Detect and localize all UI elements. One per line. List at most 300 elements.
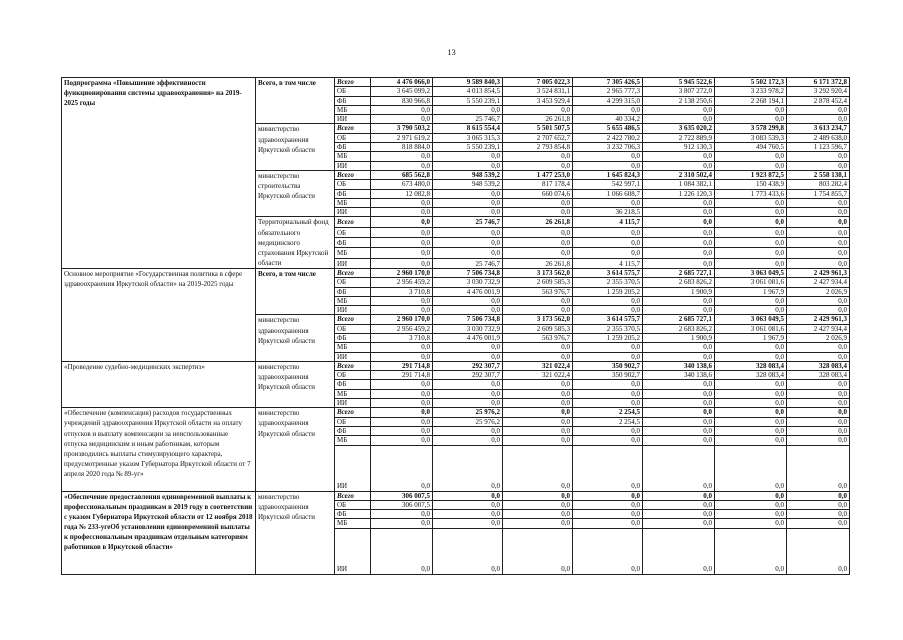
program-name: «Обеспечение предоставления единовременной выплаты к профессиональным праздникам в 2019 году в соответствии с указом Губернатора Иркутской области от 12 ноября 2018 года № 233-угеОб установлении единовременной выплаты к профессиональным праздникам отдельным категориям работников в Иркутской области» bbox=[62, 491, 256, 574]
amount-cell: 0,0 bbox=[787, 380, 850, 389]
funding-source: ОБ bbox=[335, 133, 371, 142]
amount-cell: 7 005 022,3 bbox=[503, 78, 573, 87]
amount-cell: 0,0 bbox=[643, 238, 715, 248]
amount-cell: 0,0 bbox=[371, 198, 433, 207]
executor-name: министерство здравоохранения Иркутской области bbox=[256, 361, 335, 407]
amount-cell: 328 083,4 bbox=[715, 361, 787, 370]
amount-cell: 0,0 bbox=[715, 198, 787, 207]
amount-cell: 0,0 bbox=[715, 343, 787, 352]
amount-cell: 6 171 372,8 bbox=[787, 78, 850, 87]
amount-cell: 0,0 bbox=[503, 408, 573, 417]
amount-cell: 0,0 bbox=[715, 306, 787, 315]
amount-cell: 0,0 bbox=[643, 399, 715, 408]
amount-cell: 0,0 bbox=[643, 389, 715, 398]
amount-cell: 1 084 382,1 bbox=[643, 180, 715, 189]
amount-cell: 5 502 172,3 bbox=[715, 78, 787, 87]
amount-cell: 8 615 554,4 bbox=[433, 124, 503, 133]
amount-cell: 803 282,4 bbox=[787, 180, 850, 189]
amount-cell: 2 026,9 bbox=[787, 334, 850, 343]
amount-cell: 1 967,9 bbox=[715, 287, 787, 296]
amount-cell: 2 609 585,3 bbox=[503, 278, 573, 287]
amount-cell: 26 261,8 bbox=[503, 115, 573, 124]
amount-cell: 3 065 315,3 bbox=[433, 133, 503, 142]
funding-source: ФБ bbox=[335, 334, 371, 343]
amount-cell: 0,0 bbox=[371, 343, 433, 352]
amount-cell: 0,0 bbox=[787, 248, 850, 258]
amount-cell: 5 501 507,5 bbox=[503, 124, 573, 133]
amount-cell: 0,0 bbox=[715, 399, 787, 408]
amount-cell: 1 259 205,2 bbox=[573, 334, 643, 343]
amount-cell: 291 714,8 bbox=[371, 361, 433, 370]
amount-cell: 0,0 bbox=[715, 296, 787, 305]
amount-cell: 0,0 bbox=[371, 445, 433, 491]
amount-cell: 36 218,5 bbox=[573, 208, 643, 217]
amount-cell: 292 307,7 bbox=[433, 361, 503, 370]
funding-source: ФБ bbox=[335, 189, 371, 198]
amount-cell: 830 966,8 bbox=[371, 96, 433, 105]
amount-cell: 0,0 bbox=[643, 105, 715, 114]
amount-cell: 5 945 522,6 bbox=[643, 78, 715, 87]
amount-cell: 0,0 bbox=[503, 238, 573, 248]
amount-cell: 0,0 bbox=[715, 408, 787, 417]
funding-source: ОБ bbox=[335, 278, 371, 287]
amount-cell: 2 254,5 bbox=[573, 408, 643, 417]
amount-cell: 0,0 bbox=[573, 491, 643, 500]
funding-source: МБ bbox=[335, 105, 371, 114]
amount-cell: 9 589 840,3 bbox=[433, 78, 503, 87]
amount-cell: 0,0 bbox=[371, 238, 433, 248]
amount-cell: 0,0 bbox=[433, 426, 503, 435]
amount-cell: 5 550 239,1 bbox=[433, 96, 503, 105]
amount-cell: 2 956 459,2 bbox=[371, 278, 433, 287]
amount-cell: 0,0 bbox=[715, 445, 787, 491]
amount-cell: 3 614 575,7 bbox=[573, 268, 643, 277]
amount-cell: 1 477 253,0 bbox=[503, 170, 573, 179]
amount-cell: 0,0 bbox=[503, 352, 573, 361]
amount-cell: 0,0 bbox=[503, 528, 573, 574]
amount-cell: 0,0 bbox=[787, 436, 850, 445]
amount-cell: 3 614 575,7 bbox=[573, 315, 643, 324]
amount-cell: 0,0 bbox=[643, 198, 715, 207]
funding-source: ИИ bbox=[335, 258, 371, 268]
amount-cell: 0,0 bbox=[643, 426, 715, 435]
amount-cell: 0,0 bbox=[715, 417, 787, 426]
amount-cell: 0,0 bbox=[371, 519, 433, 528]
amount-cell: 0,0 bbox=[643, 436, 715, 445]
amount-cell: 0,0 bbox=[433, 248, 503, 258]
funding-source: МБ bbox=[335, 198, 371, 207]
amount-cell: 0,0 bbox=[643, 417, 715, 426]
amount-cell: 0,0 bbox=[643, 510, 715, 519]
amount-cell: 0,0 bbox=[715, 208, 787, 217]
amount-cell: 0,0 bbox=[715, 519, 787, 528]
funding-source: ИИ bbox=[335, 208, 371, 217]
amount-cell: 0,0 bbox=[715, 510, 787, 519]
executor-name: министерство здравоохранения Иркутской области bbox=[256, 408, 335, 491]
amount-cell: 0,0 bbox=[503, 417, 573, 426]
table-row bbox=[62, 78, 850, 87]
amount-cell: 2 685 727,1 bbox=[643, 268, 715, 277]
amount-cell: 0,0 bbox=[643, 227, 715, 237]
funding-source: МБ bbox=[335, 519, 371, 528]
funding-source: ОБ bbox=[335, 180, 371, 189]
amount-cell: 0,0 bbox=[715, 528, 787, 574]
amount-cell: 817 178,4 bbox=[503, 180, 573, 189]
amount-cell: 3 173 562,0 bbox=[503, 315, 573, 324]
funding-source: МБ bbox=[335, 152, 371, 161]
amount-cell: 0,0 bbox=[503, 152, 573, 161]
amount-cell: 2 355 370,5 bbox=[573, 324, 643, 333]
amount-cell: 0,0 bbox=[643, 152, 715, 161]
amount-cell: 3 233 978,2 bbox=[715, 87, 787, 96]
amount-cell: 0,0 bbox=[643, 115, 715, 124]
amount-cell: 0,0 bbox=[643, 519, 715, 528]
amount-cell: 0,0 bbox=[643, 352, 715, 361]
amount-cell: 4 476 066,0 bbox=[371, 78, 433, 87]
amount-cell: 3 173 562,0 bbox=[503, 268, 573, 277]
amount-cell: 0,0 bbox=[371, 115, 433, 124]
amount-cell: 0,0 bbox=[715, 248, 787, 258]
amount-cell: 25 746,7 bbox=[433, 258, 503, 268]
funding-source: ОБ bbox=[335, 324, 371, 333]
amount-cell: 0,0 bbox=[573, 296, 643, 305]
amount-cell: 0,0 bbox=[787, 343, 850, 352]
amount-cell: 0,0 bbox=[503, 343, 573, 352]
funding-source: МБ bbox=[335, 248, 371, 258]
funding-source: ИИ bbox=[335, 399, 371, 408]
amount-cell: 0,0 bbox=[433, 528, 503, 574]
amount-cell: 0,0 bbox=[433, 352, 503, 361]
amount-cell: 2 427 934,4 bbox=[787, 324, 850, 333]
amount-cell: 542 997,1 bbox=[573, 180, 643, 189]
funding-source: Всего bbox=[335, 217, 371, 227]
amount-cell: 0,0 bbox=[433, 389, 503, 398]
amount-cell: 0,0 bbox=[433, 491, 503, 500]
amount-cell: 7 305 426,5 bbox=[573, 78, 643, 87]
amount-cell: 0,0 bbox=[433, 161, 503, 170]
amount-cell: 0,0 bbox=[573, 248, 643, 258]
amount-cell: 5 550 239,1 bbox=[433, 143, 503, 152]
amount-cell: 0,0 bbox=[643, 248, 715, 258]
amount-cell: 0,0 bbox=[503, 296, 573, 305]
amount-cell: 4 476 001,9 bbox=[433, 287, 503, 296]
amount-cell: 0,0 bbox=[433, 238, 503, 248]
amount-cell: 2 609 585,3 bbox=[503, 324, 573, 333]
amount-cell: 0,0 bbox=[573, 436, 643, 445]
funding-source: ФБ bbox=[335, 287, 371, 296]
program-name: Подпрограмма «Повышение эффективности функционирования системы здравоохранения» на 2019-2025 годы bbox=[62, 78, 256, 269]
amount-cell: 0,0 bbox=[433, 445, 503, 491]
amount-cell: 0,0 bbox=[715, 389, 787, 398]
amount-cell: 2 429 961,3 bbox=[787, 268, 850, 277]
funding-source: ИИ bbox=[335, 445, 371, 491]
amount-cell: 1 754 855,7 bbox=[787, 189, 850, 198]
table-row bbox=[62, 361, 850, 370]
amount-cell: 0,0 bbox=[573, 198, 643, 207]
executor-name: министерство строительства Иркутской области bbox=[256, 170, 335, 216]
amount-cell: 0,0 bbox=[503, 500, 573, 509]
program-name: «Проведение судебно-медицинских экспертиз» bbox=[62, 361, 256, 407]
amount-cell: 0,0 bbox=[503, 399, 573, 408]
amount-cell: 0,0 bbox=[787, 426, 850, 435]
amount-cell: 0,0 bbox=[433, 519, 503, 528]
amount-cell: 340 138,6 bbox=[643, 361, 715, 370]
table-row bbox=[62, 268, 850, 277]
amount-cell: 2 683 826,2 bbox=[643, 278, 715, 287]
amount-cell: 0,0 bbox=[787, 198, 850, 207]
amount-cell: 0,0 bbox=[787, 238, 850, 248]
amount-cell: 150 438,9 bbox=[715, 180, 787, 189]
amount-cell: 1 066 608,7 bbox=[573, 189, 643, 198]
funding-source: Всего bbox=[335, 268, 371, 277]
amount-cell: 0,0 bbox=[787, 417, 850, 426]
amount-cell: 0,0 bbox=[787, 519, 850, 528]
amount-cell: 5 655 486,5 bbox=[573, 124, 643, 133]
amount-cell: 3 790 503,2 bbox=[371, 124, 433, 133]
amount-cell: 1 900,9 bbox=[643, 334, 715, 343]
amount-cell: 2 422 780,2 bbox=[573, 133, 643, 142]
amount-cell: 0,0 bbox=[573, 519, 643, 528]
amount-cell: 0,0 bbox=[503, 105, 573, 114]
amount-cell: 0,0 bbox=[371, 227, 433, 237]
amount-cell: 4 115,7 bbox=[573, 217, 643, 227]
amount-cell: 3 453 929,4 bbox=[503, 96, 573, 105]
amount-cell: 3 613 234,7 bbox=[787, 124, 850, 133]
amount-cell: 0,0 bbox=[573, 426, 643, 435]
amount-cell: 0,0 bbox=[787, 528, 850, 574]
amount-cell: 2 878 452,4 bbox=[787, 96, 850, 105]
amount-cell: 0,0 bbox=[371, 408, 433, 417]
amount-cell: 0,0 bbox=[715, 352, 787, 361]
amount-cell: 0,0 bbox=[573, 380, 643, 389]
amount-cell: 0,0 bbox=[643, 500, 715, 509]
amount-cell: 0,0 bbox=[433, 436, 503, 445]
amount-cell: 2 685 727,1 bbox=[643, 315, 715, 324]
funding-source: ИИ bbox=[335, 306, 371, 315]
amount-cell: 0,0 bbox=[573, 161, 643, 170]
amount-cell: 2 138 250,6 bbox=[643, 96, 715, 105]
program-name: «Обеспечение (компенсация) расходов государственных учреждений здравоохранения Иркутской области на оплату отпусков и выплату компенсации за неиспользованные отпуска медицинским и иным работникам, которым производились выплаты стимулирующего характера, предусмотренные указом Губернатора Иркутской области от 7 апреля 2020 года № 89-уг» bbox=[62, 408, 256, 491]
amount-cell: 0,0 bbox=[573, 152, 643, 161]
amount-cell: 2 971 619,2 bbox=[371, 133, 433, 142]
amount-cell: 3 061 081,6 bbox=[715, 324, 787, 333]
amount-cell: 0,0 bbox=[787, 227, 850, 237]
amount-cell: 0,0 bbox=[503, 389, 573, 398]
amount-cell: 1 123 596,7 bbox=[787, 143, 850, 152]
funding-source: МБ bbox=[335, 436, 371, 445]
amount-cell: 328 083,4 bbox=[787, 361, 850, 370]
amount-cell: 0,0 bbox=[715, 115, 787, 124]
funding-source: ФБ bbox=[335, 238, 371, 248]
amount-cell: 350 902,7 bbox=[573, 361, 643, 370]
amount-cell: 3 578 299,8 bbox=[715, 124, 787, 133]
amount-cell: 0,0 bbox=[371, 380, 433, 389]
amount-cell: 0,0 bbox=[643, 408, 715, 417]
amount-cell: 3 030 732,9 bbox=[433, 324, 503, 333]
amount-cell: 2 254,5 bbox=[573, 417, 643, 426]
amount-cell: 26 261,8 bbox=[503, 217, 573, 227]
funding-source: ИИ bbox=[335, 161, 371, 170]
amount-cell: 2 960 170,0 bbox=[371, 315, 433, 324]
amount-cell: 0,0 bbox=[503, 161, 573, 170]
amount-cell: 25 746,7 bbox=[433, 115, 503, 124]
amount-cell: 321 022,4 bbox=[503, 361, 573, 370]
amount-cell: 0,0 bbox=[503, 436, 573, 445]
amount-cell: 306 007,5 bbox=[371, 491, 433, 500]
amount-cell: 0,0 bbox=[371, 152, 433, 161]
amount-cell: 0,0 bbox=[573, 510, 643, 519]
amount-cell: 2 558 138,1 bbox=[787, 170, 850, 179]
amount-cell: 0,0 bbox=[503, 426, 573, 435]
amount-cell: 0,0 bbox=[643, 306, 715, 315]
amount-cell: 563 976,7 bbox=[503, 287, 573, 296]
amount-cell: 0,0 bbox=[715, 217, 787, 227]
amount-cell: 0,0 bbox=[643, 296, 715, 305]
funding-source: ИИ bbox=[335, 352, 371, 361]
amount-cell: 3 061 081,6 bbox=[715, 278, 787, 287]
amount-cell: 0,0 bbox=[787, 500, 850, 509]
amount-cell: 0,0 bbox=[715, 500, 787, 509]
amount-cell: 0,0 bbox=[715, 426, 787, 435]
budget-table bbox=[61, 77, 850, 575]
amount-cell: 0,0 bbox=[371, 296, 433, 305]
amount-cell: 291 714,8 bbox=[371, 371, 433, 380]
amount-cell: 818 884,0 bbox=[371, 143, 433, 152]
funding-source: ИИ bbox=[335, 115, 371, 124]
amount-cell: 3 635 020,2 bbox=[643, 124, 715, 133]
amount-cell: 1 773 433,6 bbox=[715, 189, 787, 198]
page-number: 13 bbox=[447, 47, 456, 57]
amount-cell: 2 429 961,3 bbox=[787, 315, 850, 324]
amount-cell: 0,0 bbox=[371, 426, 433, 435]
amount-cell: 0,0 bbox=[433, 399, 503, 408]
amount-cell: 3 710,8 bbox=[371, 334, 433, 343]
amount-cell: 0,0 bbox=[433, 208, 503, 217]
amount-cell: 25 976,2 bbox=[433, 408, 503, 417]
amount-cell: 0,0 bbox=[371, 208, 433, 217]
amount-cell: 0,0 bbox=[503, 248, 573, 258]
amount-cell: 3 030 732,9 bbox=[433, 278, 503, 287]
funding-source: ФБ bbox=[335, 143, 371, 152]
amount-cell: 1 259 205,2 bbox=[573, 287, 643, 296]
amount-cell: 0,0 bbox=[787, 258, 850, 268]
amount-cell: 0,0 bbox=[715, 238, 787, 248]
amount-cell: 0,0 bbox=[573, 227, 643, 237]
program-name: Основное мероприятие «Государственная политика в сфере здравоохранения Иркутской области» на 2019-2025 годы bbox=[62, 268, 256, 361]
amount-cell: 0,0 bbox=[787, 306, 850, 315]
funding-source: ФБ bbox=[335, 380, 371, 389]
amount-cell: 0,0 bbox=[503, 519, 573, 528]
funding-source: Всего bbox=[335, 170, 371, 179]
amount-cell: 0,0 bbox=[433, 189, 503, 198]
amount-cell: 0,0 bbox=[715, 152, 787, 161]
amount-cell: 25 746,7 bbox=[433, 217, 503, 227]
amount-cell: 3 232 706,3 bbox=[573, 143, 643, 152]
amount-cell: 0,0 bbox=[573, 343, 643, 352]
funding-source: ФБ bbox=[335, 426, 371, 435]
amount-cell: 0,0 bbox=[433, 510, 503, 519]
amount-cell: 0,0 bbox=[573, 105, 643, 114]
table-row bbox=[62, 491, 850, 500]
amount-cell: 3 063 049,5 bbox=[715, 268, 787, 277]
amount-cell: 563 976,7 bbox=[503, 334, 573, 343]
amount-cell: 12 082,8 bbox=[371, 189, 433, 198]
amount-cell: 2 355 370,5 bbox=[573, 278, 643, 287]
amount-cell: 0,0 bbox=[573, 352, 643, 361]
amount-cell: 0,0 bbox=[715, 491, 787, 500]
amount-cell: 0,0 bbox=[371, 161, 433, 170]
amount-cell: 4 476 001,9 bbox=[433, 334, 503, 343]
amount-cell: 0,0 bbox=[643, 258, 715, 268]
funding-source: Всего bbox=[335, 408, 371, 417]
amount-cell: 0,0 bbox=[787, 399, 850, 408]
amount-cell: 3 292 920,4 bbox=[787, 87, 850, 96]
amount-cell: 0,0 bbox=[503, 491, 573, 500]
amount-cell: 0,0 bbox=[371, 248, 433, 258]
amount-cell: 0,0 bbox=[371, 389, 433, 398]
amount-cell: 1 900,9 bbox=[643, 287, 715, 296]
executor-name: министерство здравоохранения Иркутской области bbox=[256, 315, 335, 361]
amount-cell: 7 506 734,8 bbox=[433, 268, 503, 277]
amount-cell: 0,0 bbox=[503, 380, 573, 389]
amount-cell: 0,0 bbox=[503, 445, 573, 491]
amount-cell: 0,0 bbox=[643, 161, 715, 170]
amount-cell: 0,0 bbox=[787, 217, 850, 227]
amount-cell: 3 645 099,2 bbox=[371, 87, 433, 96]
amount-cell: 0,0 bbox=[787, 152, 850, 161]
funding-source: Всего bbox=[335, 491, 371, 500]
amount-cell: 292 307,7 bbox=[433, 371, 503, 380]
amount-cell: 0,0 bbox=[715, 161, 787, 170]
amount-cell: 0,0 bbox=[433, 380, 503, 389]
amount-cell: 673 480,0 bbox=[371, 180, 433, 189]
funding-source: МБ bbox=[335, 343, 371, 352]
executor-name: Всего, в том числе bbox=[256, 268, 335, 314]
amount-cell: 0,0 bbox=[433, 105, 503, 114]
amount-cell: 0,0 bbox=[643, 491, 715, 500]
funding-source: ФБ bbox=[335, 510, 371, 519]
amount-cell: 0,0 bbox=[787, 352, 850, 361]
amount-cell: 0,0 bbox=[503, 227, 573, 237]
funding-source: ОБ bbox=[335, 227, 371, 237]
funding-source: ОБ bbox=[335, 371, 371, 380]
amount-cell: 0,0 bbox=[371, 436, 433, 445]
funding-source: Всего bbox=[335, 124, 371, 133]
amount-cell: 0,0 bbox=[787, 296, 850, 305]
executor-name: министерство здравоохранения Иркутской области bbox=[256, 491, 335, 574]
amount-cell: 0,0 bbox=[433, 227, 503, 237]
executor-name: министерство здравоохранения Иркутской области bbox=[256, 124, 335, 170]
amount-cell: 0,0 bbox=[371, 306, 433, 315]
amount-cell: 0,0 bbox=[371, 528, 433, 574]
amount-cell: 0,0 bbox=[787, 115, 850, 124]
amount-cell: 0,0 bbox=[715, 380, 787, 389]
amount-cell: 0,0 bbox=[787, 445, 850, 491]
amount-cell: 2 722 889,9 bbox=[643, 133, 715, 142]
amount-cell: 4 299 315,0 bbox=[573, 96, 643, 105]
amount-cell: 2 489 638,0 bbox=[787, 133, 850, 142]
amount-cell: 0,0 bbox=[715, 258, 787, 268]
amount-cell: 660 074,6 bbox=[503, 189, 573, 198]
amount-cell: 2 965 777,3 bbox=[573, 87, 643, 96]
amount-cell: 1 645 824,3 bbox=[573, 170, 643, 179]
amount-cell: 0,0 bbox=[371, 417, 433, 426]
funding-source: ФБ bbox=[335, 96, 371, 105]
funding-source: Всего bbox=[335, 315, 371, 324]
amount-cell: 0,0 bbox=[573, 306, 643, 315]
amount-cell: 494 760,5 bbox=[715, 143, 787, 152]
amount-cell: 4 013 854,5 bbox=[433, 87, 503, 96]
